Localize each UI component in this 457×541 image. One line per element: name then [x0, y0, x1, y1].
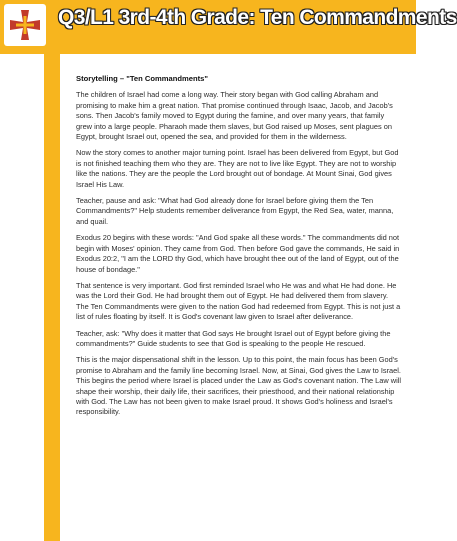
- paragraph: Now the story comes to another major turning point. Israel has been delivered from Egypt, but God is not finished teaching them who they are. They are not to live like Egypt. They are not to worship like the nations. They are the people the Lord brought out of bondage. At Mount Sinai, God gives Israel His Law.: [76, 148, 399, 189]
- paragraph: Teacher, ask: "Why does it matter that God says He brought Israel out of Egypt before giving the commandments?" Guide students to see that God is speaking to the people He rescued.: [76, 328, 391, 348]
- cross-horizontal-bar: [0, 40, 416, 54]
- cross-logo-icon: [4, 4, 46, 46]
- paragraph: This is the major dispensational shift in the lesson. Up to this point, the main focus has been God's promise to Abraham and the family line becoming Israel. Now, at Sinai, God gives the Law to Israel. This begins the period where Israel is placed under the Law as God's covenant nation. The Law will shape their worship, their daily life, their sacrifices, their priesthood, and their national relationship with God. The Law has not been given to make Israel proud. It shows God's holiness and Israel's responsibility.: [76, 355, 402, 417]
- logo: [4, 4, 46, 46]
- section-heading: Storytelling – "Ten Commandments": [76, 74, 208, 83]
- paragraph: Exodus 20 begins with these words: "And God spake all these words." The commandments did not begin with Moses' opinion. They came from God. Then before God gave the commands, He said in Exodus 20:2, "I am the LORD thy God, which have brought thee out of the land of Egypt, out of the house of bondage.": [76, 233, 400, 274]
- page-title: Q3/L1 3rd-4th Grade: Ten Commandments: [58, 6, 457, 29]
- document-body: [76, 74, 402, 424]
- paragraph: The children of Israel had come a long way. Their story began with God calling Abraham and promising to make him a great nation. That promise continued through Isaac, Jacob, and Jacob's sons. Then Jacob's family moved to Egypt during the famine, and over many years, that family grew into a large people. Pharaoh made them slaves, but God raised up Moses, sent plagues on Egypt, brought Israel out, opened the sea, and provided for them in the wilderness.: [76, 90, 393, 142]
- paragraph: Teacher, pause and ask: "What had God already done for Israel before giving them the Ten Commandments?" Help students remember deliverance from Egypt, the Red Sea, water, manna, and quail.: [76, 196, 394, 226]
- cross-vertical-bar: [44, 0, 60, 541]
- paragraph: That sentence is very important. God first reminded Israel who He was and what He had done. He was the Lord their God. He had brought them out of Egypt. He had delivered them from slavery. The Ten Commandments were given to the nation God had redeemed from Egypt. This is not just a list of rules floating by itself. It is God's covenant law given to Israel after deliverance.: [76, 280, 401, 322]
